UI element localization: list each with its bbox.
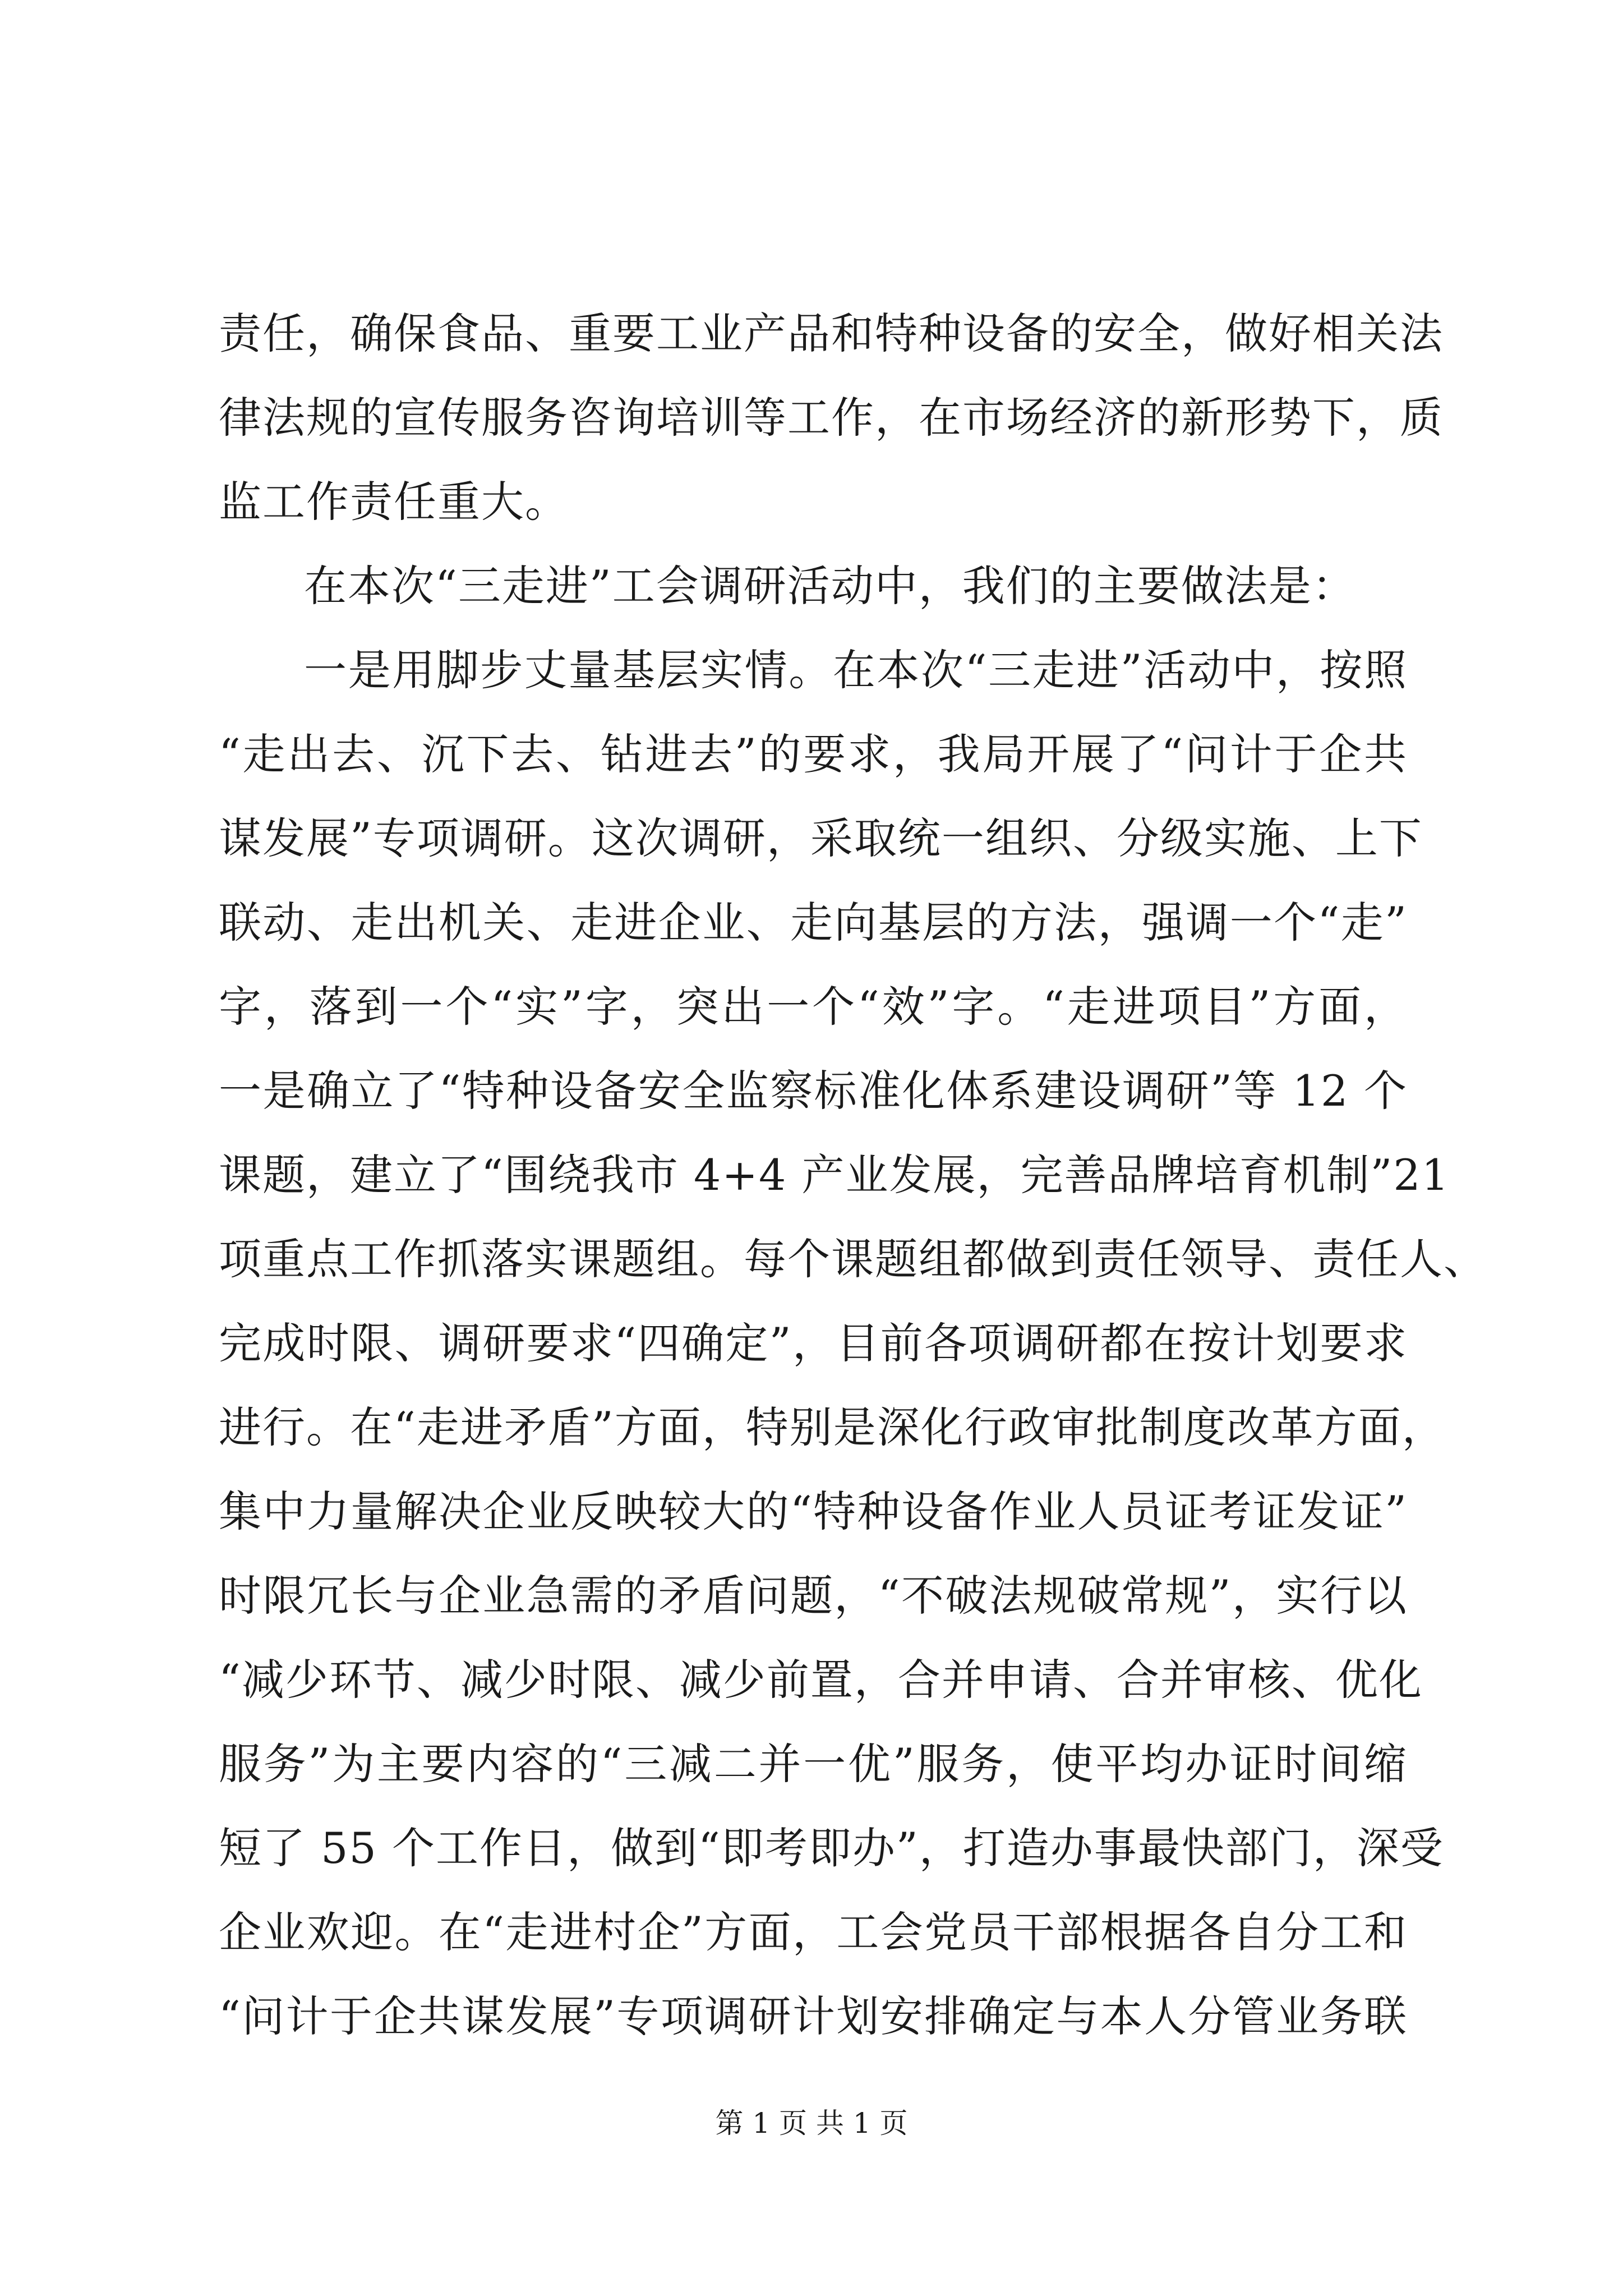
paragraph-first-line: 一是用脚步丈量基层实情。在本次“三走进”活动中，按照	[304, 645, 1408, 695]
paragraph-first-line: 在本次“三走进”工会调研活动中，我们的主要做法是：	[304, 561, 1356, 611]
text-line: 联动、走出机关、走进企业、走向基层的方法，强调一个“走”	[219, 898, 1408, 947]
text-line: 课题，建立了“围绕我市 4+4 产业发展，完善品牌培育机制”21	[219, 1150, 1450, 1200]
text-line: 企业欢迎。在“走进村企”方面，工会党员干部根据各自分工和	[219, 1907, 1408, 1957]
text-line: “问计于企共谋发展”专项调研计划安排确定与本人分管业务联	[219, 1991, 1408, 2041]
text-line: 服务”为主要内容的“三减二并一优”服务，使平均办证时间缩	[219, 1739, 1408, 1789]
page-footer: 第 1 页 共 1 页	[715, 2107, 908, 2139]
text-line: “减少环节、减少时限、减少前置，合并申请、合并审核、优化	[219, 1655, 1423, 1705]
text-line: 谋发展”专项调研。这次调研，采取统一组织、分级实施、上下	[219, 813, 1423, 863]
text-line: 时限冗长与企业急需的矛盾问题，“不破法规破常规”，实行以	[219, 1571, 1408, 1621]
text-line: 进行。在“走进矛盾”方面，特别是深化行政审批制度改革方面，	[219, 1402, 1446, 1452]
text-line: 集中力量解决企业反映较大的“特种设备作业人员证考证发证”	[219, 1487, 1408, 1536]
text-line: 律法规的宣传服务咨询培训等工作，在市场经济的新形势下，质	[219, 393, 1444, 443]
text-line: 字，落到一个“实”字，突出一个“效”字。“走进项目”方面，	[219, 982, 1408, 1032]
text-line: 责任，确保食品、重要工业产品和特种设备的安全，做好相关法	[219, 309, 1444, 358]
text-line: 完成时限、调研要求“四确定”，目前各项调研都在按计划要求	[219, 1318, 1408, 1368]
text-line: 短了 55 个工作日，做到“即考即办”，打造办事最快部门，深受	[219, 1823, 1444, 1873]
text-line: 一是确立了“特种设备安全监察标准化体系建设调研”等 12 个	[219, 1066, 1408, 1116]
text-line: 项重点工作抓落实课题组。每个课题组都做到责任领导、责任人、	[219, 1234, 1487, 1284]
document-body	[219, 292, 1487, 2059]
text-line: 监工作责任重大。	[219, 477, 569, 527]
text-line: “走出去、沉下去、钻进去”的要求，我局开展了“问计于企共	[219, 729, 1408, 779]
